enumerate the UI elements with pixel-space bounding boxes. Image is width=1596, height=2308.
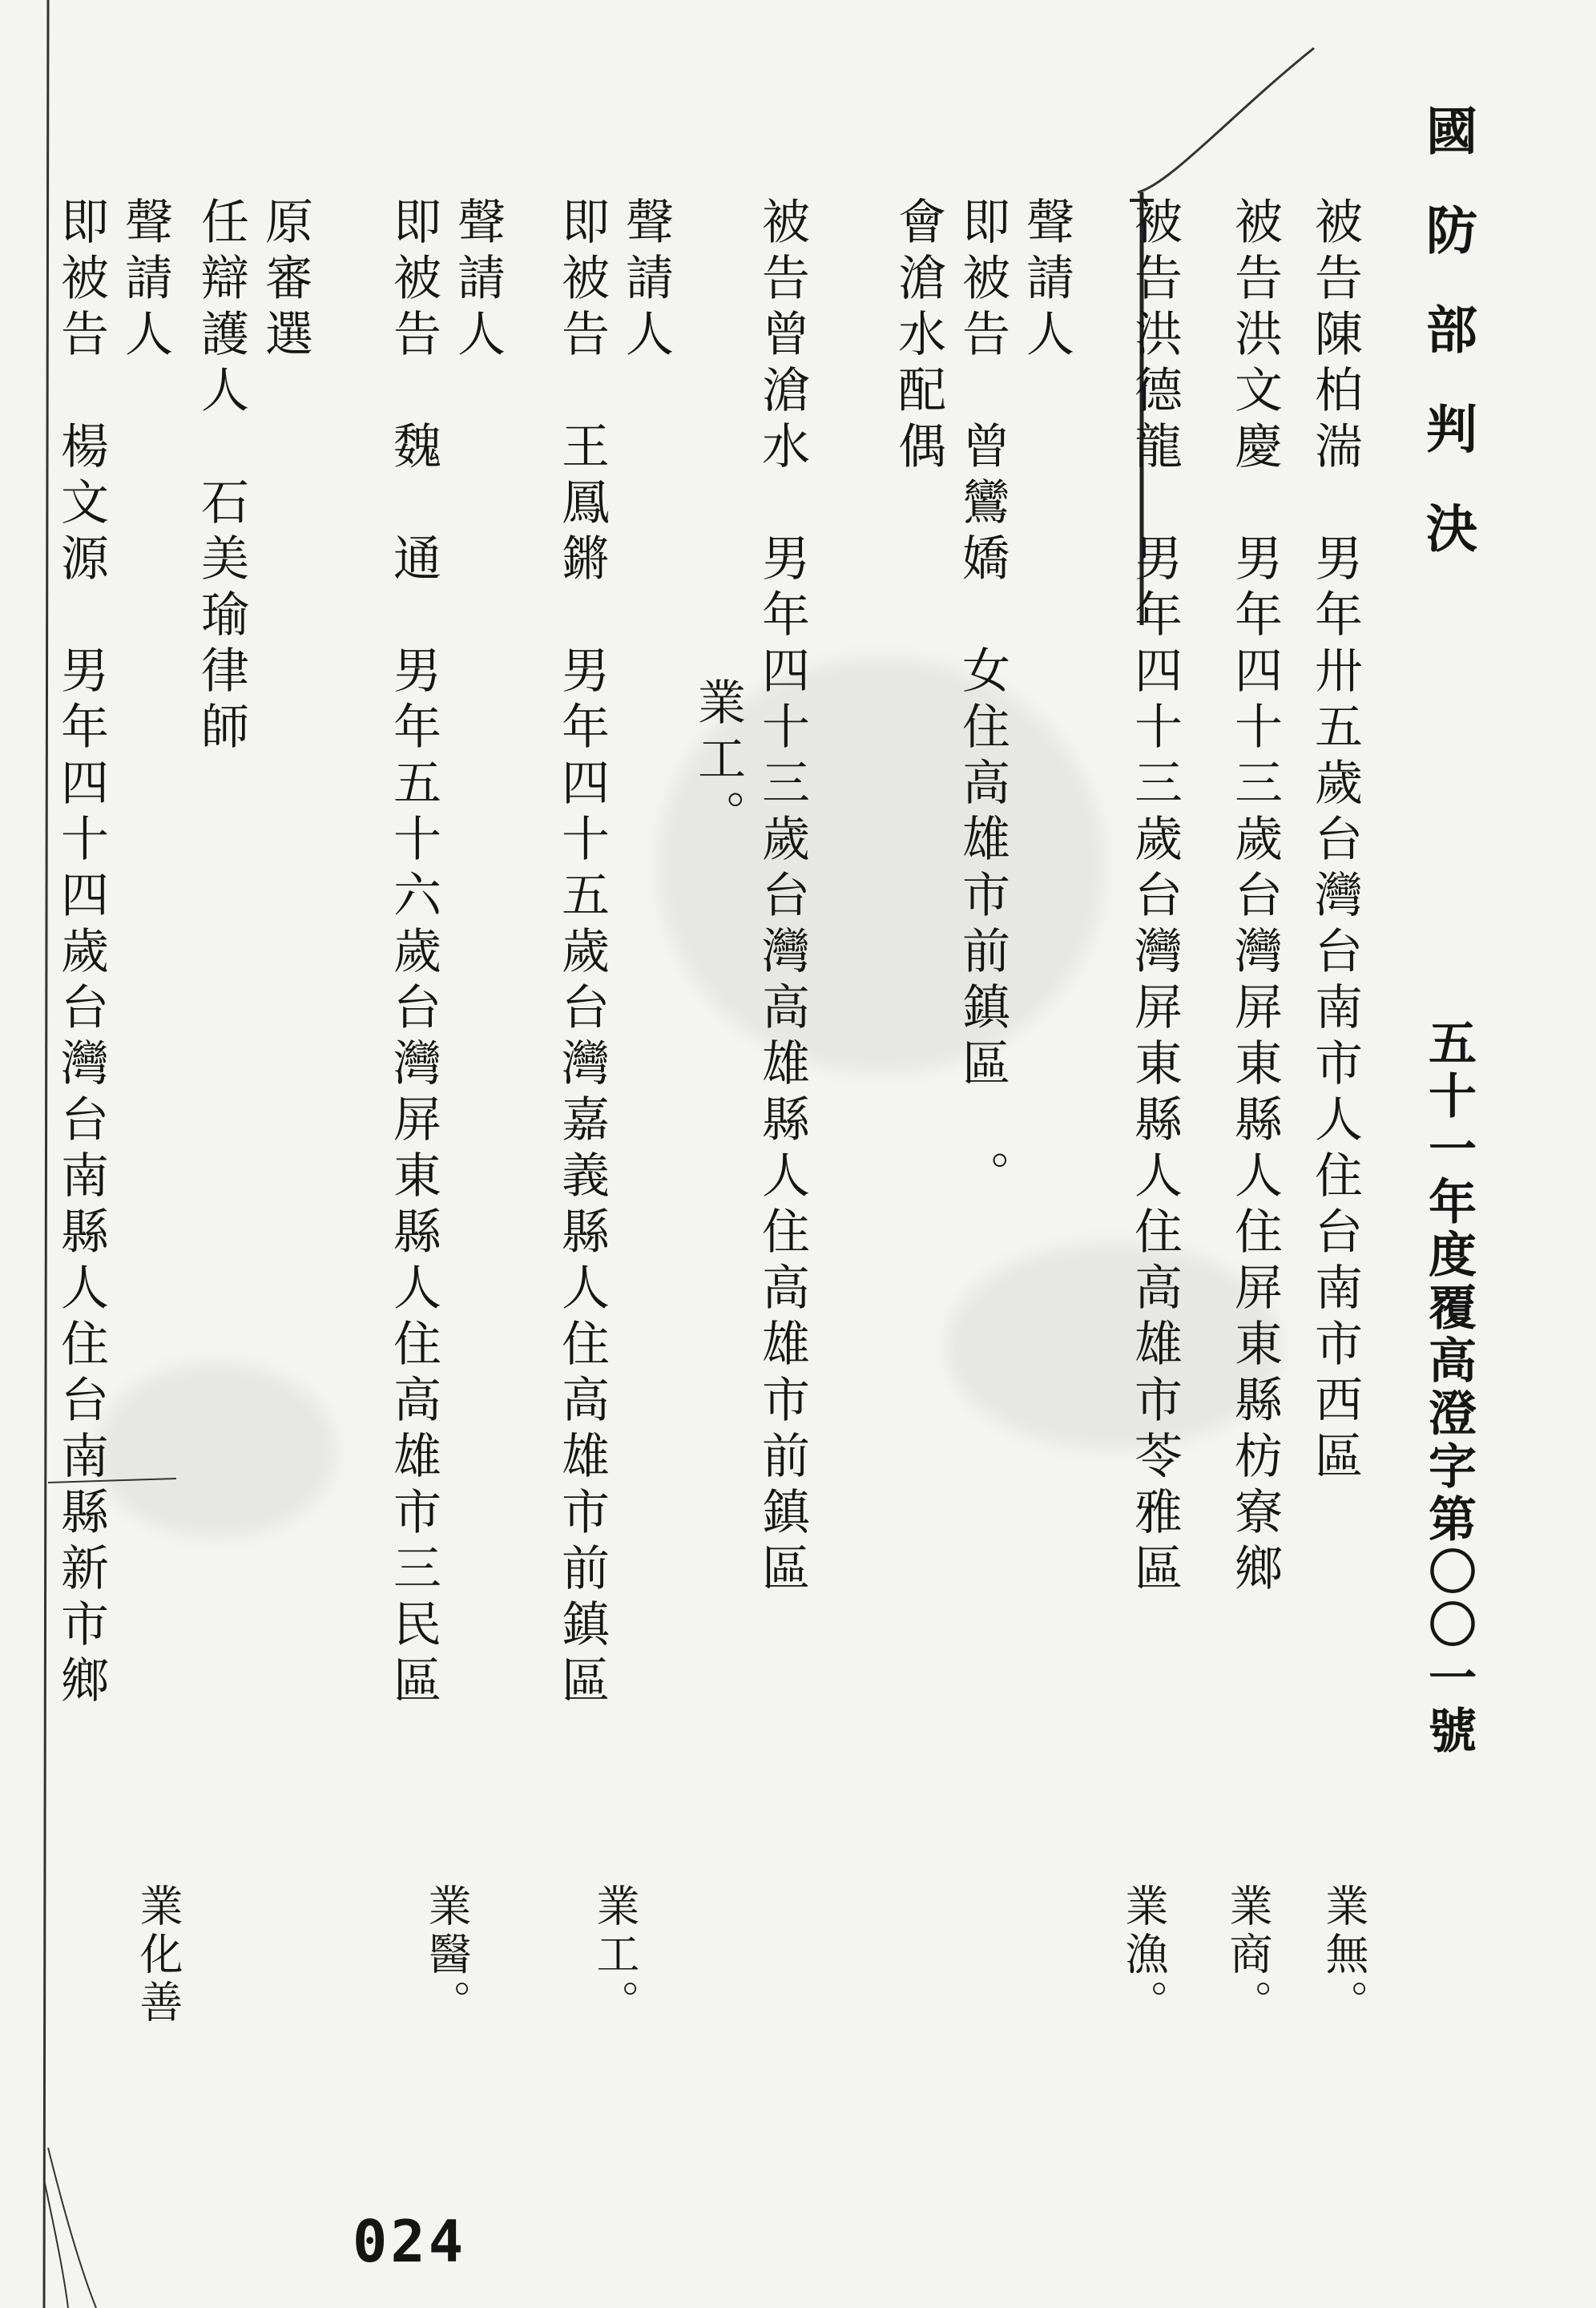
text-column: 即被告 楊文源 男年四十四歲台灣台南縣人住台南縣新市鄉 bbox=[53, 196, 109, 1711]
page-number: 024 bbox=[353, 2208, 467, 2275]
text-column: 聲請人 bbox=[449, 196, 506, 365]
occupation-text: 業商。 bbox=[1223, 1883, 1273, 2028]
text-column: 原審選 bbox=[257, 196, 313, 365]
text-column: 被告洪德龍 男年四十三歲台灣屏東縣人住高雄市苓雅區 bbox=[1126, 196, 1183, 1599]
text-column: 被告洪文慶 男年四十三歲台灣屏東縣人住屏東縣枋寮鄉 bbox=[1227, 196, 1283, 1599]
text-column: 聲請人 bbox=[117, 196, 173, 365]
page-title: 國防部判決 bbox=[1417, 104, 1477, 601]
occupation-text: 業漁。 bbox=[1118, 1883, 1169, 2028]
text-column: 聲請人 bbox=[1018, 196, 1074, 365]
occupation-text: 業醫。 bbox=[421, 1883, 472, 2028]
text-column: 聲請人 bbox=[618, 196, 674, 365]
occupation-text: 業工。 bbox=[590, 1883, 640, 2028]
text-column: 即被告 王鳳鏘 男年四十五歲台灣嘉義縣人住高雄市前鎮區 bbox=[554, 196, 610, 1711]
text-column: 即被告 魏 通 男年五十六歲台灣屏東縣人住高雄市三民區 bbox=[385, 196, 441, 1711]
text-column: 被告曾滄水 男年四十三歲台灣高雄縣人住高雄市前鎮區 bbox=[754, 196, 810, 1599]
text-column: 會滄水配偶 bbox=[890, 196, 946, 477]
text-column: 任辯護人 石美瑜律師 bbox=[193, 196, 249, 757]
occupation-text: 業無。 bbox=[1319, 1883, 1369, 2028]
text-column: 業工。 bbox=[690, 677, 746, 845]
text-column: 被告陳柏湍 男年卅五歲台灣台南市人住台南市西區 bbox=[1307, 196, 1363, 1487]
text-column: 即被告 曾鸞嬌 女住高雄市前鎮區 。 bbox=[954, 196, 1010, 1206]
case-number: 五十一年度覆高澄字第〇〇一號 bbox=[1421, 1018, 1477, 1758]
occupation-text: 業化善 bbox=[133, 1883, 183, 2028]
